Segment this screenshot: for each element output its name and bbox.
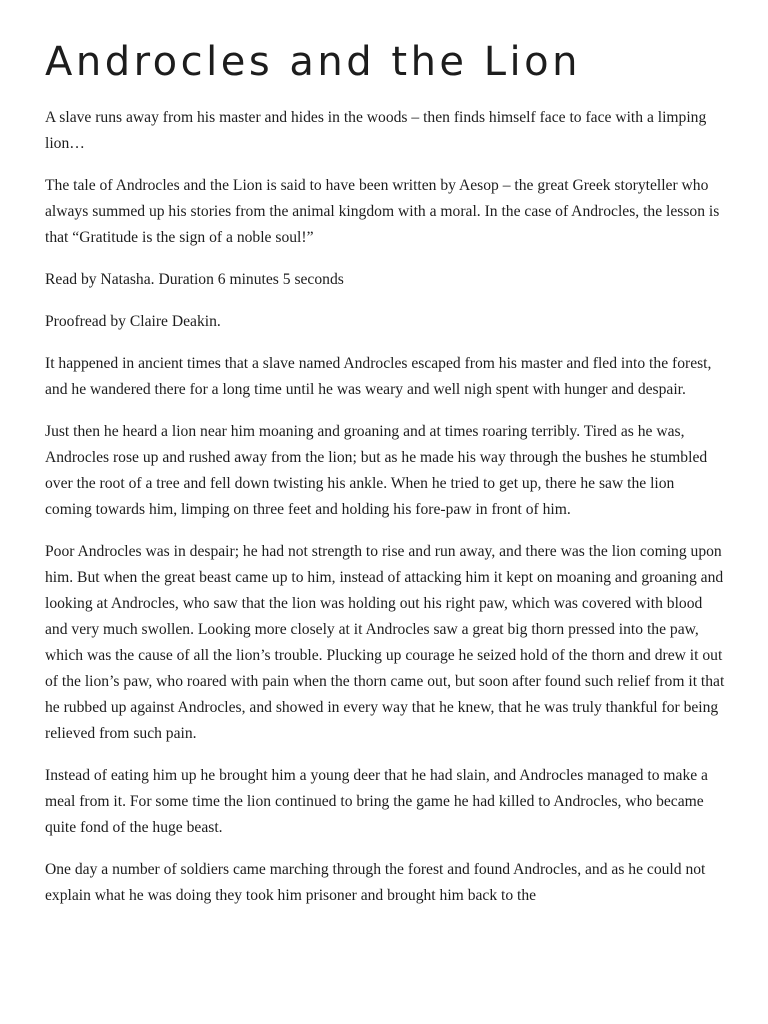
reader-credit: Read by Natasha. Duration 6 minutes 5 seconds [45, 271, 344, 288]
story-paragraph: Just then he heard a lion near him moaning and groaning and at times roaring terribly. Tired as he was, Androcles rose up and rushed away from the lion; but as he made his way through the bushes he stumbled over the root of a tree and fell down twisting his ankle. When he tried to get up, there he saw the lion coming towards him, limping on three feet and holding his fore-paw in front of him. [45, 423, 708, 518]
story-paragraph: It happened in ancient times that a slave named Androcles escaped from his master and fled into the forest, and he wandered there for a long time until he was weary and well nigh spent with hunger and despair. [45, 355, 712, 398]
proofreader-credit: Proofread by Claire Deakin. [45, 313, 221, 330]
intro-paragraph: A slave runs away from his master and hides in the woods – then finds himself face to face with a limping lion… [45, 109, 707, 152]
story-paragraph: One day a number of soldiers came marching through the forest and found Androcles, and as he could not explain what he was doing they took him prisoner and brought him back to the [45, 861, 706, 904]
article-body [45, 105, 725, 925]
description-paragraph: The tale of Androcles and the Lion is said to have been written by Aesop – the great Greek storyteller who always summed up his stories from the animal kingdom with a moral. In the case of Androcles, the lesson is that “Gratitude is the sign of a noble soul!” [45, 177, 720, 246]
story-paragraph: Instead of eating him up he brought him a young deer that he had slain, and Androcles managed to make a meal from it. For some time the lion continued to bring the game he had killed to Androcles, who became quite fond of the huge beast. [45, 767, 708, 836]
story-paragraph: Poor Androcles was in despair; he had not strength to rise and run away, and there was the lion coming upon him. But when the great beast came up to him, instead of attacking him it kept on moaning and groaning and looking at Androcles, who saw that the lion was holding out his right paw, which was covered with blood and very much swollen. Looking more closely at it Androcles saw a great big thorn pressed into the paw, which was the cause of all the lion’s trouble. Plucking up courage he seized hold of the thorn and drew it out of the lion’s paw, who roared with pain when the thorn came out, but soon after found such relief from it that he rubbed up against Androcles, and showed in every way that he knew, that he was truly thankful for being relieved from such pain. [45, 543, 725, 742]
page-title: Androcles and the Lion [45, 39, 581, 85]
